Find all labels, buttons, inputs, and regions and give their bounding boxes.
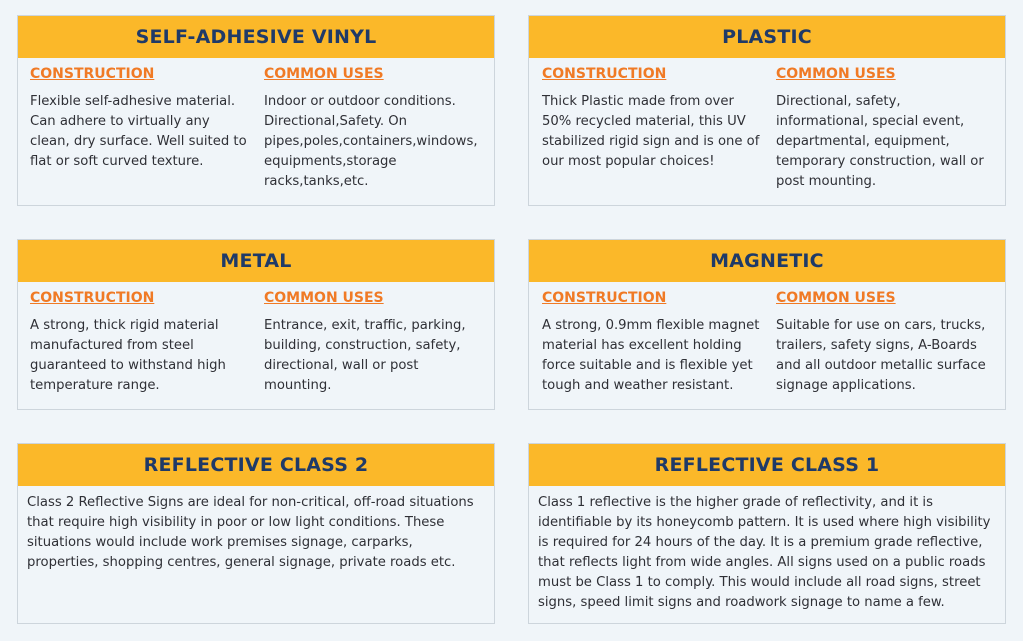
common-uses-text: Suitable for use on cars, trucks, trailers, safety signs, A-Boards and all outdoor metallic surface signage applications. <box>776 318 986 393</box>
card-reflective-class-1 <box>528 443 1006 624</box>
construction-text: Thick Plastic made from over 50% recycled material, this UV stabilized rigid sign and is one of our most popular choices! <box>542 94 760 169</box>
common-uses-label: COMMON USES <box>264 66 384 82</box>
common-uses-text: Indoor or outdoor conditions. Directional,Safety. On pipes,poles,containers,windows, equipments,storage racks,tanks,etc. <box>264 94 478 189</box>
construction-label: CONSTRUCTION <box>542 66 667 82</box>
card-title: METAL <box>18 240 494 282</box>
construction-label: CONSTRUCTION <box>542 290 667 306</box>
card-title: MAGNETIC <box>529 240 1005 282</box>
card-metal <box>17 239 495 410</box>
card-description: Class 1 reflective is the higher grade of reflectivity, and it is identifiable by its honeycomb pattern. It is used where high visibility is required for 24 hours of the day. It is a premium grade reflective, that reflects light from wide angles. All signs used on a public roads must be Class 1 to comply. This would include all road signs, street signs, speed limit signs and roadwork signage to name a few. <box>538 495 991 610</box>
card-title: REFLECTIVE CLASS 2 <box>18 444 494 486</box>
construction-text: Flexible self-adhesive material. Can adhere to virtually any clean, dry surface. Well suited to flat or soft curved texture. <box>30 94 247 169</box>
construction-label: CONSTRUCTION <box>30 66 155 82</box>
construction-label: CONSTRUCTION <box>30 290 155 306</box>
common-uses-label: COMMON USES <box>264 290 384 306</box>
common-uses-text: Entrance, exit, traffic, parking, building, construction, safety, directional, wall or post mounting. <box>264 318 466 393</box>
card-title: REFLECTIVE CLASS 1 <box>529 444 1005 486</box>
common-uses-text: Directional, safety, informational, special event, departmental, equipment, temporary construction, wall or post mounting. <box>776 94 984 189</box>
construction-text: A strong, 0.9mm flexible magnet material has excellent holding force suitable and is flexible yet tough and weather resistant. <box>542 318 760 393</box>
construction-text: A strong, thick rigid material manufactured from steel guaranteed to withstand high temperature range. <box>30 318 226 393</box>
card-magnetic <box>528 239 1006 410</box>
common-uses-label: COMMON USES <box>776 290 896 306</box>
card-reflective-class-2 <box>17 443 495 624</box>
card-self-adhesive-vinyl <box>17 15 495 206</box>
common-uses-label: COMMON USES <box>776 66 896 82</box>
card-description: Class 2 Reflective Signs are ideal for non-critical, off-road situations that require high visibility in poor or low light conditions. These situations would include work premises signage, carparks, properties, shopping centres, general signage, private roads etc. <box>27 495 474 570</box>
card-title: PLASTIC <box>529 16 1005 58</box>
card-title: SELF-ADHESIVE VINYL <box>18 16 494 58</box>
card-plastic <box>528 15 1006 206</box>
